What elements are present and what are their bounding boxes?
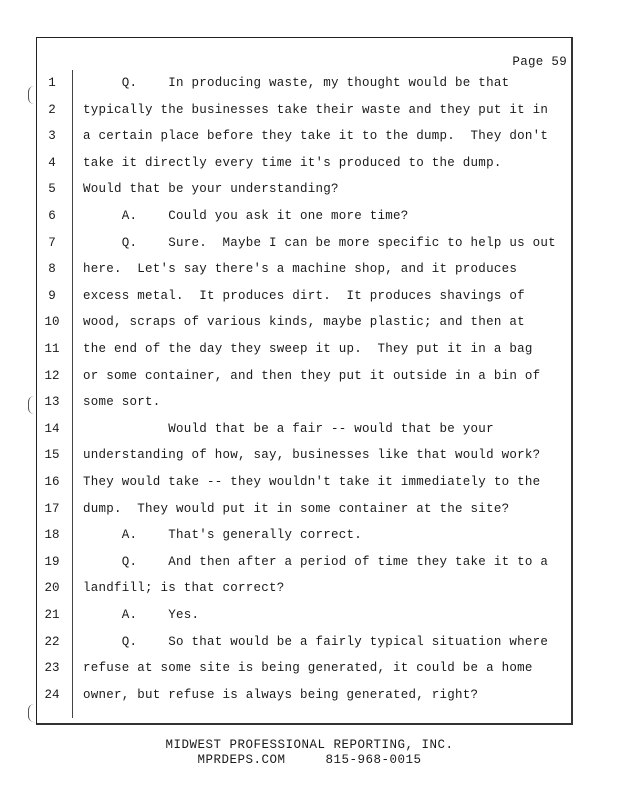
line-text: Q. In producing waste, my thought would be that <box>83 76 510 90</box>
footer-contact: MPRDEPS.COM 815-968-0015 <box>197 753 422 767</box>
line-text: the end of the day they sweep it up. They put it in a bag <box>83 342 533 356</box>
transcript-line <box>0 472 619 492</box>
line-number: 18 <box>44 528 60 543</box>
footer-company: MIDWEST PROFESSIONAL REPORTING, INC. <box>165 738 454 752</box>
transcript-line <box>0 366 619 386</box>
line-number: 10 <box>44 315 60 330</box>
line-text: refuse at some site is being generated, it could be a home <box>83 661 533 676</box>
line-number: 3 <box>48 129 56 144</box>
line-number: 9 <box>48 288 56 303</box>
line-number: 22 <box>44 634 60 649</box>
line-number: 17 <box>44 501 60 516</box>
line-number: 20 <box>44 581 60 596</box>
line-text: A. Yes. <box>83 608 200 622</box>
line-text: landfill; is that correct? <box>83 581 285 596</box>
line-number: 2 <box>48 102 56 117</box>
line-number: 11 <box>44 342 60 356</box>
transcript-line <box>0 552 619 572</box>
transcript-line <box>0 73 619 93</box>
line-number: 16 <box>44 475 60 489</box>
hole-punch-mark <box>28 704 37 722</box>
line-text: here. Let's say there's a machine shop, and it produces <box>83 262 518 277</box>
line-text: Q. Sure. Maybe I can be more specific to help us out <box>83 235 556 250</box>
transcript-line <box>0 578 619 598</box>
transcript-line <box>0 206 619 226</box>
line-text: typically the businesses take their waste and they put it in <box>83 102 549 117</box>
line-text: understanding of how, say, businesses like that would work? <box>83 448 541 463</box>
line-text: owner, but refuse is always being generated, right? <box>83 687 479 702</box>
line-text: Would that be your understanding? <box>83 182 339 197</box>
line-text: A. That's generally correct. <box>83 528 363 543</box>
line-number: 5 <box>48 182 56 197</box>
transcript-line <box>0 499 619 519</box>
line-number: 6 <box>48 209 56 223</box>
transcript-line <box>0 525 619 545</box>
line-number: 23 <box>44 661 60 676</box>
transcript-line <box>0 632 619 652</box>
line-number: 21 <box>44 608 60 622</box>
transcript-line <box>0 153 619 173</box>
line-text: excess metal. It produces dirt. It produces shavings of <box>83 288 525 303</box>
line-number: 7 <box>48 235 56 250</box>
line-text: wood, scraps of various kinds, maybe plastic; and then at <box>83 315 525 330</box>
line-text: A. Could you ask it one more time? <box>83 209 409 223</box>
transcript-line <box>0 658 619 678</box>
transcript-line <box>0 605 619 625</box>
transcript-line <box>0 259 619 279</box>
line-number: 24 <box>44 687 60 702</box>
line-text: dump. They would put it in some container at the site? <box>83 501 510 516</box>
line-number: 1 <box>48 76 56 90</box>
line-text: Would that be a fair -- would that be your <box>83 421 494 436</box>
transcript-line <box>0 419 619 439</box>
line-text: take it directly every time it's produced to the dump. <box>83 155 502 170</box>
line-number: 12 <box>44 368 60 383</box>
line-number: 13 <box>44 395 60 410</box>
transcript-line <box>0 126 619 146</box>
line-number: 15 <box>44 448 60 463</box>
transcript-line <box>0 445 619 465</box>
line-number: 19 <box>44 554 60 569</box>
transcript-line <box>0 339 619 359</box>
line-text: some sort. <box>83 395 161 410</box>
transcript-line <box>0 392 619 412</box>
line-number: 14 <box>44 421 60 436</box>
line-text: or some container, and then they put it outside in a bin of <box>83 368 541 383</box>
transcript-line <box>0 233 619 253</box>
line-text: a certain place before they take it to the dump. They don't <box>83 129 549 144</box>
line-number: 8 <box>48 262 56 277</box>
line-text: They would take -- they wouldn't take it immediately to the <box>83 475 541 489</box>
line-number: 4 <box>48 155 56 170</box>
transcript-line <box>0 685 619 705</box>
page-number: Page 59 <box>512 55 567 69</box>
line-text: Q. So that would be a fairly typical situation where <box>83 634 549 649</box>
transcript-line <box>0 286 619 306</box>
transcript-line <box>0 100 619 120</box>
transcript-line <box>0 179 619 199</box>
transcript-line <box>0 312 619 332</box>
line-text: Q. And then after a period of time they take it to a <box>83 554 549 569</box>
